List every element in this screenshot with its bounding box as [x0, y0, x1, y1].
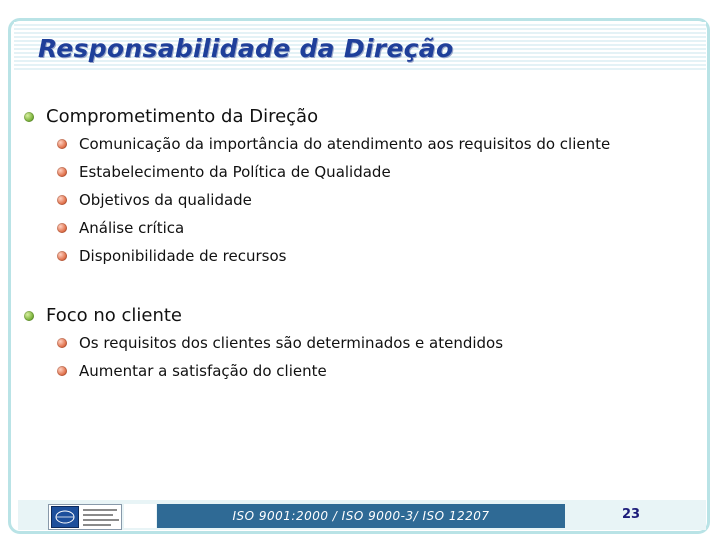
- list-item: [57, 135, 610, 153]
- footer-spacer: [124, 504, 156, 528]
- green-circle-bullet-icon: [24, 112, 34, 122]
- section-heading-row: [24, 305, 182, 326]
- list-item-text: Comunicação da importância do atendimento aos requisitos do cliente: [79, 135, 611, 153]
- slide-title: Responsabilidade da Direção: [38, 34, 454, 63]
- list-item-text: Estabelecimento da Política de Qualidade: [79, 163, 391, 181]
- iso-globe-icon: [55, 510, 75, 524]
- orange-circle-bullet-icon: [57, 338, 67, 348]
- iso-logo-mark: [51, 506, 79, 528]
- section-heading: Comprometimento da Direção: [46, 106, 319, 127]
- footer-center-band: [157, 504, 565, 528]
- page-number: 23: [622, 507, 641, 522]
- list-item: [57, 219, 184, 237]
- green-circle-bullet-icon: [24, 311, 34, 321]
- orange-circle-bullet-icon: [57, 251, 67, 261]
- footer-text: ISO 9001:2000 / ISO 9000-3/ ISO 12207: [232, 509, 490, 523]
- list-item: [57, 191, 252, 209]
- list-item-text: Os requisitos dos clientes são determinados e atendidos: [79, 334, 504, 352]
- orange-circle-bullet-icon: [57, 195, 67, 205]
- orange-circle-bullet-icon: [57, 167, 67, 177]
- orange-circle-bullet-icon: [57, 223, 67, 233]
- list-item-text: Disponibilidade de recursos: [79, 247, 287, 265]
- list-item: [57, 247, 286, 265]
- list-item-text: Análise crítica: [79, 219, 185, 237]
- section-heading: Foco no cliente: [46, 305, 183, 326]
- list-item-text: Aumentar a satisfação do cliente: [79, 362, 327, 380]
- orange-circle-bullet-icon: [57, 139, 67, 149]
- list-item: [57, 163, 391, 181]
- section-heading-row: [24, 106, 318, 127]
- list-item-text: Objetivos da qualidade: [79, 191, 252, 209]
- list-item: [57, 362, 327, 380]
- list-item: [57, 334, 503, 352]
- orange-circle-bullet-icon: [57, 366, 67, 376]
- iso-logo-icon: [48, 504, 122, 530]
- logo-text-lines: [83, 509, 119, 526]
